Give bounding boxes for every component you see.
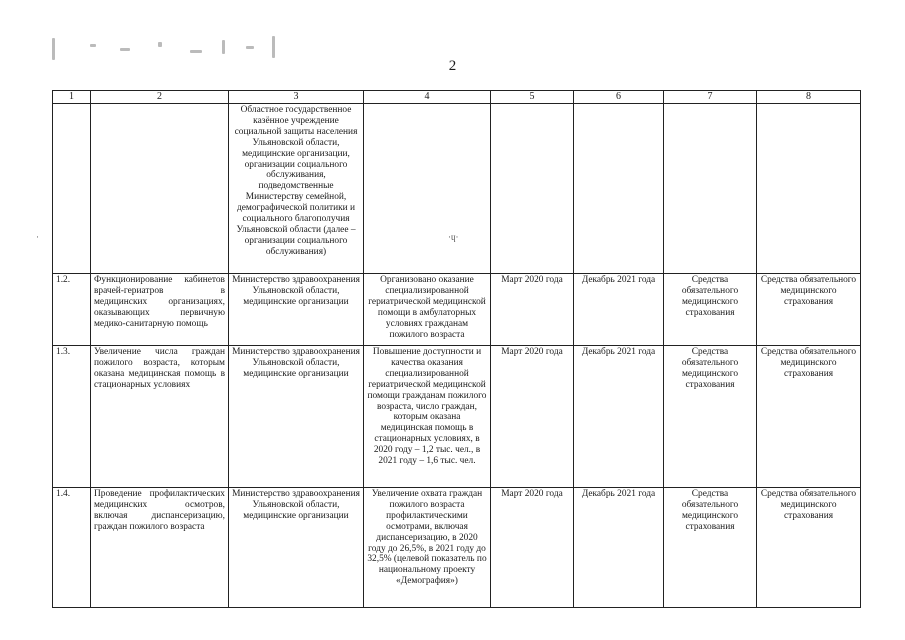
- funding-source-cell: Средства обязательного медицинского страхования: [664, 274, 757, 346]
- start-date-cell: Март 2020 года: [491, 488, 574, 608]
- column-number: 3: [229, 91, 364, 104]
- result-cell: [364, 104, 491, 274]
- funding-source-cell: [664, 104, 757, 274]
- row-number: [53, 104, 91, 274]
- column-number: 8: [757, 91, 861, 104]
- funding-source-cell: Средства обязательного медицинского страхования: [664, 346, 757, 488]
- funding-source-cell-2: [757, 104, 861, 274]
- activity-cell: Увеличение числа граждан пожилого возраста, которым оказана медицинская помощь в стационарных условиях: [91, 346, 229, 488]
- start-date-cell: Март 2020 года: [491, 274, 574, 346]
- column-number: 2: [91, 91, 229, 104]
- result-cell: Повышение доступности и качества оказания специализированной гериатрической медицинской помощи гражданам пожилого возраста, число граждан, которым оказана медицинская помощь в стационарных условиях, в 2020 году – 1,2 тыс. чел., в 2021 году – 1,6 тыс. чел.: [364, 346, 491, 488]
- executor-cell: Министерство здравоохранения Ульяновской области, медицинские организации: [229, 346, 364, 488]
- scan-speck-icon: ·ɥ·: [448, 232, 459, 242]
- funding-source-cell-2: Средства обязательного медицинского страхования: [757, 346, 861, 488]
- table-row: [53, 274, 861, 346]
- column-number: 4: [364, 91, 491, 104]
- activity-cell: [91, 104, 229, 274]
- end-date-cell: Декабрь 2021 года: [574, 274, 664, 346]
- end-date-cell: Декабрь 2021 года: [574, 488, 664, 608]
- funding-source-cell: Средства обязательного медицинского страхования: [664, 488, 757, 608]
- column-number: 1: [53, 91, 91, 104]
- executor-cell: Областное государственное казённое учреждение социальной защиты населения Ульяновской области, медицинские организации, организации социального обслуживания, подведомственные Министерству семейной, демографической политики и социального благополучия Ульяновской области (далее – организации социального обслуживания): [229, 104, 364, 274]
- start-date-cell: Март 2020 года: [491, 346, 574, 488]
- executor-cell: Министерство здравоохранения Ульяновской области, медицинские организации: [229, 274, 364, 346]
- table-row: [53, 488, 861, 608]
- column-number: 7: [664, 91, 757, 104]
- column-number: 6: [574, 91, 664, 104]
- scan-speck-icon: ·: [36, 232, 39, 242]
- table-row: [53, 104, 861, 274]
- start-date-cell: [491, 104, 574, 274]
- activity-cell: Проведение профилактических медицинских осмотров, включая диспансеризацию, граждан пожилого возраста: [91, 488, 229, 608]
- result-cell: Организовано оказание специализированной гериатрической медицинской помощи в амбулаторных условиях гражданам пожилого возраста: [364, 274, 491, 346]
- result-cell: Увеличение охвата граждан пожилого возраста профилактическими осмотрами, включая диспансеризацию, в 2020 году до 26,5%, в 2021 году до 32,5% (целевой показатель по национальному проекту «Демография»): [364, 488, 491, 608]
- schedule-table: [52, 90, 861, 608]
- end-date-cell: [574, 104, 664, 274]
- funding-source-cell-2: Средства обязательного медицинского страхования: [757, 488, 861, 608]
- column-number: 5: [491, 91, 574, 104]
- activity-cell: Функционирование кабинетов врачей-гериатров в медицинских организациях, оказывающих первичную медико-санитарную помощь: [91, 274, 229, 346]
- row-number: 1.3.: [53, 346, 91, 488]
- table-row: [53, 346, 861, 488]
- funding-source-cell-2: Средства обязательного медицинского страхования: [757, 274, 861, 346]
- column-number-row: [53, 91, 861, 104]
- row-number: 1.2.: [53, 274, 91, 346]
- row-number: 1.4.: [53, 488, 91, 608]
- executor-cell: Министерство здравоохранения Ульяновской области, медицинские организации: [229, 488, 364, 608]
- page-number: 2: [448, 58, 457, 74]
- end-date-cell: Декабрь 2021 года: [574, 346, 664, 488]
